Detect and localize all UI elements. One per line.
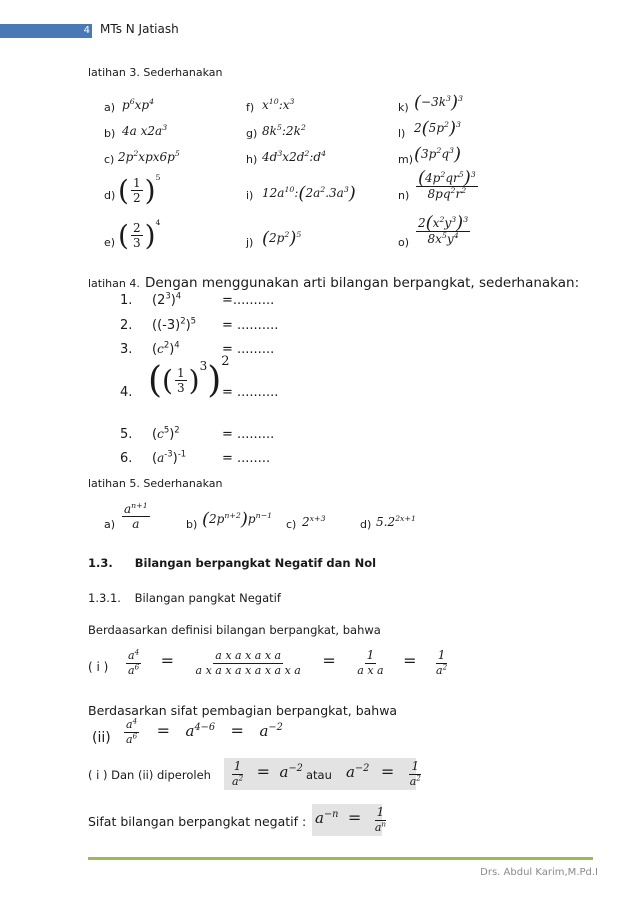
exercise-label: c): [286, 518, 297, 531]
latihan-4-prefix: latihan 4.: [88, 277, 140, 290]
item-expression: (( $\frac{1}{3}$ )$^3$)$^2$: [148, 354, 230, 401]
answer-blank: = .........: [222, 342, 275, 357]
atau-text: atau: [306, 768, 332, 782]
exercise-label: i): [246, 189, 254, 202]
subsection-heading: [88, 591, 281, 605]
footer-author: Drs. Abdul Karim,M.Pd.I: [480, 867, 598, 878]
math-expression: $12a^{10}:(2a^2.3a^3)$: [262, 183, 356, 204]
math-expression: $(2p^2)^5$: [262, 228, 302, 249]
math-expression: $2(5p^2)^3$: [414, 118, 461, 139]
math-expression: $\frac{(4p^2qr^5)^3}{8pq^2r^2}$: [418, 167, 476, 201]
math-expression: $2p^2xpx6p^5$: [118, 149, 180, 164]
exercise-label: f): [246, 101, 255, 114]
math-expression: $p^6xp^4$: [122, 97, 155, 112]
math-expression: $\frac{a^{n+1}}{a}$: [124, 501, 148, 531]
paragraph: Berdasarkan sifat pembagian berpangkat, bahwa: [88, 703, 398, 718]
math-expression: $(3p^2q^3)$: [414, 144, 462, 165]
math-expression: $x^{10}:x^3$: [262, 97, 295, 112]
exercise-label: m): [398, 153, 414, 166]
item-expression: $(c^5)^2$: [152, 424, 180, 442]
property-expression: $a^{-n}$ = $\frac{1}{a^n}$: [315, 805, 386, 834]
item-number: 5.: [120, 427, 133, 442]
math-expression: 4a $x2a^3$: [122, 123, 168, 138]
exercise-label: d): [360, 518, 372, 531]
exercise-label: a): [104, 518, 116, 531]
math-expression: $\frac{2(x^2y^3)^3}{8x^5y^4}$: [418, 212, 469, 246]
item-number: 4.: [120, 385, 133, 400]
exercise-label: b): [104, 127, 116, 140]
answer-blank: = ........: [222, 451, 271, 466]
answer-blank: = ..........: [222, 385, 279, 400]
latihan-3-title: latihan 3. Sederhanakan: [88, 66, 223, 79]
result-expression: $a^{-2}$ = $\frac{1}{a^2}$: [346, 759, 421, 788]
exercise-label: d): [104, 189, 116, 202]
exercise-label: a): [104, 101, 116, 114]
item-expression: $(a^{-3})^{-1}$: [152, 448, 187, 466]
math-expression: $8k^5:2k^2$: [262, 123, 306, 138]
result-expression: $\frac{1}{a^2}$ = $a^{-2}$: [232, 759, 303, 788]
exercise-label: n): [398, 189, 410, 202]
math-expression: $(-3k^3)^3$: [414, 92, 463, 113]
section-number: 1.3.: [88, 556, 113, 570]
item-number: 1.: [120, 293, 133, 308]
section-heading: [88, 556, 376, 570]
math-expression: $5.2^{2x+1}$: [376, 514, 416, 529]
latihan-4-heading: [88, 272, 579, 291]
math-expression: $(2p^{n+2})p^{n-1}$: [202, 509, 273, 530]
exercise-label: j): [246, 236, 254, 249]
latihan-4-instruction: Dengan menggunakan arti bilangan berpangkat, sederhanakan:: [144, 275, 580, 291]
answer-blank: = ..........: [222, 318, 279, 333]
exercise-label: o): [398, 236, 410, 249]
latihan-5-title: latihan 5. Sederhanakan: [88, 477, 223, 490]
exercise-label: k): [398, 101, 409, 114]
answer-blank: =..........: [222, 293, 275, 308]
equation-ii: $\frac{a^4}{a^6}$ = $a^{4-6} = a^{-2}$: [126, 716, 283, 746]
item-expression: $(2^3)^4$: [152, 290, 182, 308]
item-expression: $(c^2)^4$: [152, 339, 180, 357]
exercise-label: l): [398, 127, 406, 140]
footer-divider: [88, 857, 593, 860]
item-expression: $((-3)^2)^5$: [152, 315, 197, 333]
paragraph: Berdaasarkan definisi bilangan berpangkat, bahwa: [88, 623, 381, 637]
subsection-number: 1.3.1.: [88, 591, 121, 605]
equation-i: $\frac{a^4}{a^6}$ = $\frac{\text{a x a x a x a}}{\text{a x a x a x a x a x a}}$ = $\frac{1}{\text{a x a}}$ = $\frac{1}{a^2}$: [128, 646, 448, 677]
property-text: Sifat bilangan berpangkat negatif :: [88, 814, 307, 829]
answer-blank: = .........: [222, 427, 275, 442]
section-title: Bilangan berpangkat Negatif dan Nol: [134, 556, 377, 570]
math-expression: $4d^3x2d^2:d^4$: [262, 149, 327, 164]
math-expression: ( $\frac{2}{3}$ )$^4$: [118, 218, 161, 252]
equation-label: (ii): [92, 730, 111, 746]
header-title: MTs N Jatiash: [100, 22, 179, 36]
exercise-label: b): [186, 518, 198, 531]
exercise-label: e): [104, 236, 116, 249]
exercise-label: g): [246, 127, 258, 140]
equation-label: ( i ): [88, 660, 109, 674]
item-number: 2.: [120, 318, 133, 333]
exercise-label: h): [246, 153, 258, 166]
subsection-title: Bilangan pangkat Negatif: [134, 591, 281, 605]
item-number: 3.: [120, 342, 133, 357]
math-expression: $2^{x+3}$: [302, 514, 326, 529]
conclusion-text: ( i ) Dan (ii) diperoleh: [88, 768, 211, 782]
math-expression: ( $\frac{1}{2}$ )$^5$: [118, 173, 161, 207]
item-number: 6.: [120, 451, 133, 466]
page-number: 4: [83, 25, 90, 36]
exercise-label: c): [104, 153, 115, 166]
